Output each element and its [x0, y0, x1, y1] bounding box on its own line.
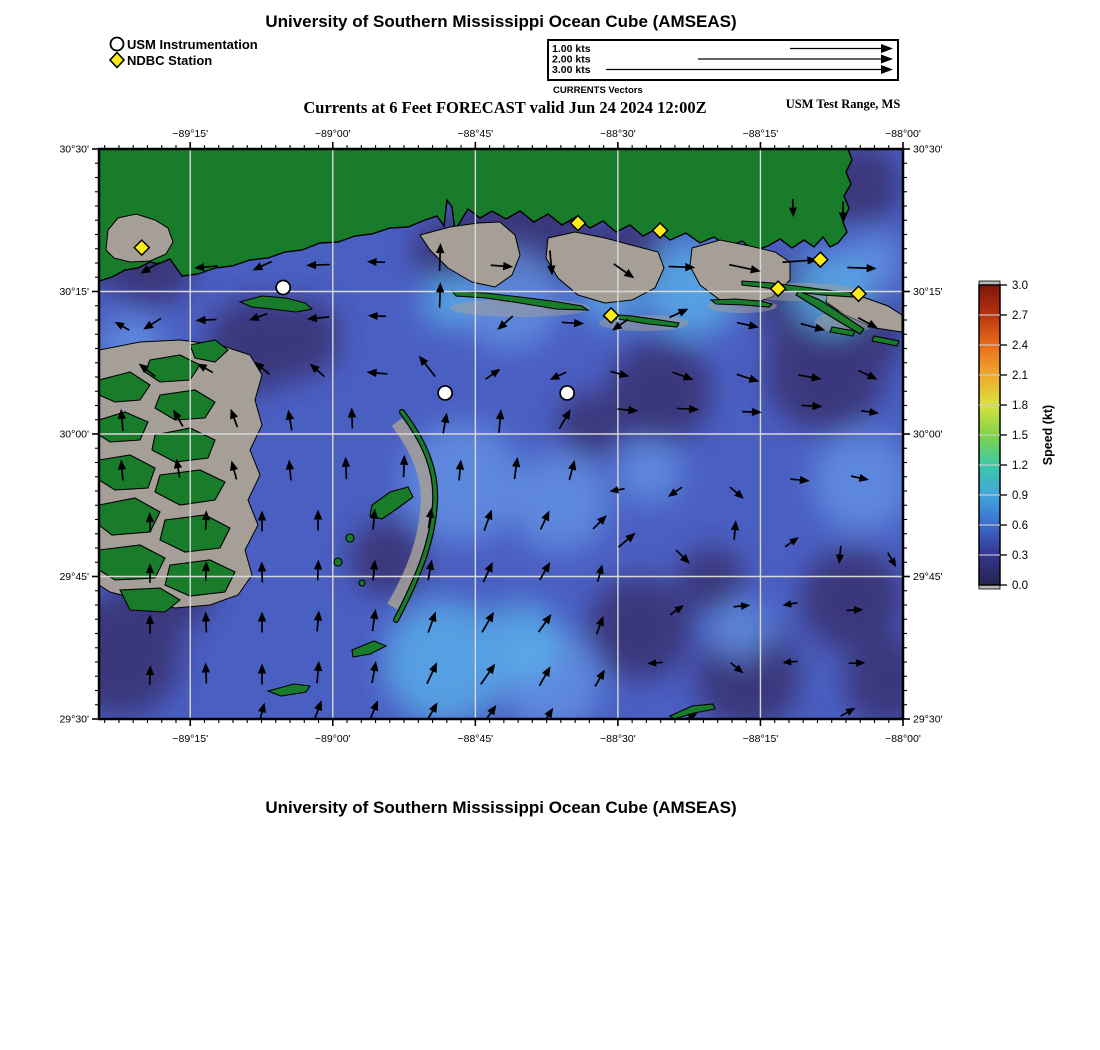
x-axis-label-bottom: −89°00': [314, 733, 351, 745]
colorbar-tick-label: 2.4: [1012, 340, 1028, 352]
y-axis-label-left: 30°15': [59, 286, 89, 298]
usm-station-marker: [560, 386, 574, 400]
vector-key-row-1-label: 1.00 kts: [552, 43, 591, 55]
page-title: University of Southern Mississippi Ocean Cube (AMSEAS): [265, 12, 737, 31]
vector-shaft: [669, 267, 688, 268]
usm-instrumentation-icon: [111, 38, 124, 51]
region-label: USM Test Range, MS: [785, 97, 901, 111]
y-axis-label-right: 30°00': [913, 428, 943, 441]
colorbar-tick-label: 2.1: [1012, 370, 1028, 382]
map-subtitle: Currents at 6 Feet FORECAST valid Jun 24 2024 12:00Z: [303, 98, 707, 117]
vector-shaft: [562, 322, 576, 323]
x-axis-label-top: −88°00': [885, 128, 921, 140]
colorbar-tick-label: 1.5: [1012, 430, 1028, 442]
vector-shaft: [440, 251, 441, 271]
map-area: [58, 145, 932, 732]
usm-station-marker: [276, 281, 290, 295]
vector-shaft: [346, 465, 347, 479]
vector-key: [548, 40, 898, 96]
x-axis-label-top: −88°45': [457, 128, 494, 140]
x-axis-label-bottom: −89°15': [172, 733, 209, 745]
usm-station-marker: [438, 386, 452, 400]
x-axis-label-bottom: −88°15': [742, 733, 779, 745]
y-axis-label-right: 30°30': [913, 143, 943, 156]
vector-shaft: [677, 408, 691, 409]
vector-shaft: [491, 265, 505, 266]
y-axis-label-right: 30°15': [913, 286, 943, 298]
vector-shaft: [847, 267, 868, 268]
colorbar-label: Speed (kt): [1041, 404, 1055, 466]
ndbc-legend-label: NDBC Station: [127, 53, 213, 68]
y-axis-label-right: 29°45': [913, 571, 943, 583]
y-axis-label-left: 29°45': [59, 571, 89, 583]
x-axis-label-bottom: −88°45': [457, 733, 494, 745]
colorbar-tick-label: 2.7: [1012, 310, 1028, 322]
vector-key-box: [548, 40, 898, 80]
x-axis-label-top: −88°30': [600, 128, 636, 140]
footer-title: University of Southern Mississippi Ocean Cube (AMSEAS): [265, 798, 737, 817]
vector-shaft: [440, 290, 441, 307]
colorbar-tick-label: 0.3: [1012, 550, 1028, 562]
y-axis-label-right: 29°30': [913, 713, 943, 726]
colorbar-tick-label: 0.6: [1012, 520, 1028, 532]
x-axis-label-bottom: −88°30': [600, 733, 636, 745]
y-axis-label-left: 29°30': [59, 713, 89, 726]
vector-key-row-2-label: 2.00 kts: [552, 53, 591, 66]
y-axis-label-left: 30°30': [59, 143, 89, 156]
colorbar-tick-label: 1.2: [1012, 460, 1028, 472]
vector-key-row-3-label: 3.00 kts: [552, 64, 591, 76]
colorbar-tick-label: 3.0: [1012, 280, 1028, 292]
vector-shaft: [314, 265, 330, 266]
vector-key-caption: CURRENTS Vectors: [553, 85, 643, 96]
colorbar-tick-label: 0.9: [1012, 490, 1028, 502]
x-axis-label-top: −89°00': [314, 128, 351, 140]
colorbar-tick-label: 1.8: [1012, 400, 1028, 412]
colorbar-tick-label: 0.0: [1012, 580, 1028, 592]
x-axis-label-top: −89°15': [172, 128, 209, 140]
ndbc-station-icon: [110, 53, 124, 68]
vector-shaft: [404, 463, 405, 477]
x-axis-label-top: −88°15': [742, 128, 779, 140]
station-legend: [110, 37, 258, 68]
x-axis-label-bottom: −88°00': [885, 733, 921, 745]
colorbar: [979, 280, 1055, 592]
y-axis-label-left: 30°00': [59, 428, 89, 441]
usm-legend-label: USM Instrumentation: [127, 37, 258, 52]
